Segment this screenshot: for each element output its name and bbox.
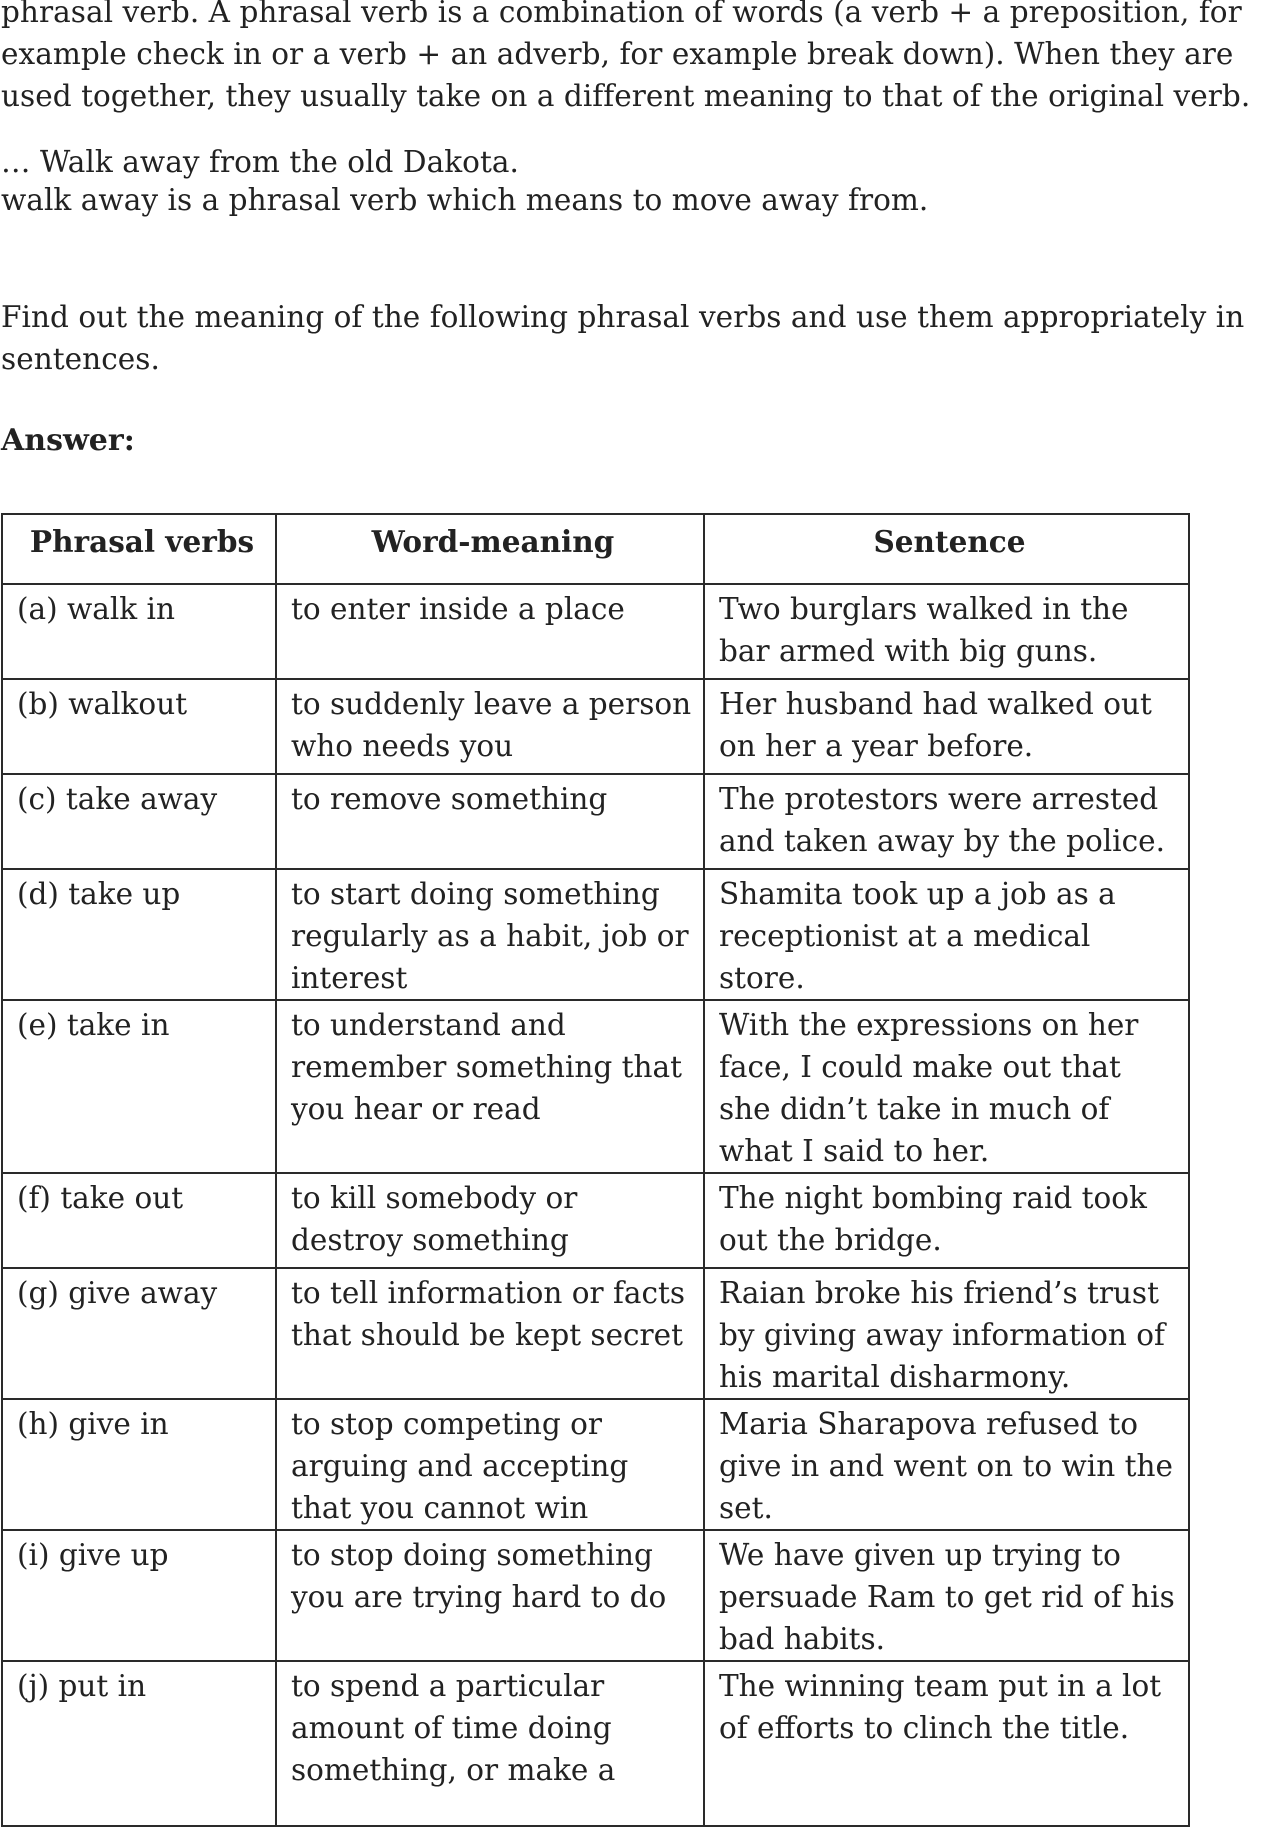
sentence-cell: Maria Sharapova refused to give in and went on to win the set. bbox=[704, 1399, 1189, 1530]
example-line-2: walk away is a phrasal verb which means to move away from. bbox=[1, 183, 929, 217]
verb-cell: (b) walkout bbox=[2, 679, 276, 774]
verb-cell: (f) take out bbox=[2, 1173, 276, 1268]
sentence-cell: Her husband had walked out on her a year before. bbox=[704, 679, 1189, 774]
meaning-cell: to stop doing something you are trying hard to do bbox=[276, 1530, 704, 1661]
sentence-cell: Two burglars walked in the bar armed with big guns. bbox=[704, 584, 1189, 679]
sentence-cell: We have given up trying to persuade Ram to get rid of his bad habits. bbox=[704, 1530, 1189, 1661]
example-line-1: … Walk away from the old Dakota. bbox=[1, 145, 519, 179]
meaning-cell: to start doing something regularly as a habit, job or interest bbox=[276, 869, 704, 1000]
meaning-cell: to enter inside a place bbox=[276, 584, 704, 679]
sentence-cell: Raian broke his friend’s trust by giving away information of his marital disharmony. bbox=[704, 1268, 1189, 1399]
sentence-cell: The night bombing raid took out the bridge. bbox=[704, 1173, 1189, 1268]
table-row bbox=[2, 869, 1189, 1000]
meaning-cell: to tell information or facts that should be kept secret bbox=[276, 1268, 704, 1399]
intro-paragraph: phrasal verb. A phrasal verb is a combination of words (a verb + a preposition, for example check in or a verb + an adverb, for example break down). When they are used together, they usually take on a different meaning to that of the original verb. bbox=[1, 0, 1252, 113]
table-row bbox=[2, 584, 1189, 679]
verb-cell: (c) take away bbox=[2, 774, 276, 869]
table-row bbox=[2, 1399, 1189, 1530]
sentence-cell: With the expressions on her face, I could make out that she didn’t take in much of what I said to her. bbox=[704, 1000, 1189, 1173]
sentence-cell: Shamita took up a job as a receptionist at a medical store. bbox=[704, 869, 1189, 1000]
sentence-cell: The protestors were arrested and taken away by the police. bbox=[704, 774, 1189, 869]
header-word-meaning: Word-meaning bbox=[276, 514, 704, 584]
verb-cell: (a) walk in bbox=[2, 584, 276, 679]
table-row bbox=[2, 679, 1189, 774]
meaning-cell: to suddenly leave a person who needs you bbox=[276, 679, 704, 774]
header-sentence: Sentence bbox=[704, 514, 1189, 584]
answer-heading: Answer: bbox=[1, 423, 135, 458]
table-row bbox=[2, 774, 1189, 869]
verb-cell: (d) take up bbox=[2, 869, 276, 1000]
table-row bbox=[2, 1000, 1189, 1173]
verb-cell: (g) give away bbox=[2, 1268, 276, 1399]
meaning-cell: to remove something bbox=[276, 774, 704, 869]
header-phrasal-verbs: Phrasal verbs bbox=[2, 514, 276, 584]
phrasal-verbs-table bbox=[1, 513, 1190, 1827]
table-header-row bbox=[2, 514, 1189, 584]
verb-cell: (e) take in bbox=[2, 1000, 276, 1173]
table-row bbox=[2, 1530, 1189, 1661]
table-row bbox=[2, 1268, 1189, 1399]
meaning-cell: to stop competing or arguing and accepting that you cannot win bbox=[276, 1399, 704, 1530]
verb-cell: (i) give up bbox=[2, 1530, 276, 1661]
instruction-paragraph: Find out the meaning of the following phrasal verbs and use them appropriately in sentences. bbox=[1, 300, 1254, 376]
verb-cell: (h) give in bbox=[2, 1399, 276, 1530]
meaning-cell: to understand and remember something that you hear or read bbox=[276, 1000, 704, 1173]
meaning-cell: to kill somebody or destroy something bbox=[276, 1173, 704, 1268]
sentence-cell: The winning team put in a lot of efforts to clinch the title. bbox=[704, 1661, 1189, 1826]
table-row bbox=[2, 1173, 1189, 1268]
verb-cell: (j) put in bbox=[2, 1661, 276, 1826]
table-row bbox=[2, 1661, 1189, 1826]
meaning-cell: to spend a particular amount of time doing something, or make a bbox=[276, 1661, 704, 1826]
